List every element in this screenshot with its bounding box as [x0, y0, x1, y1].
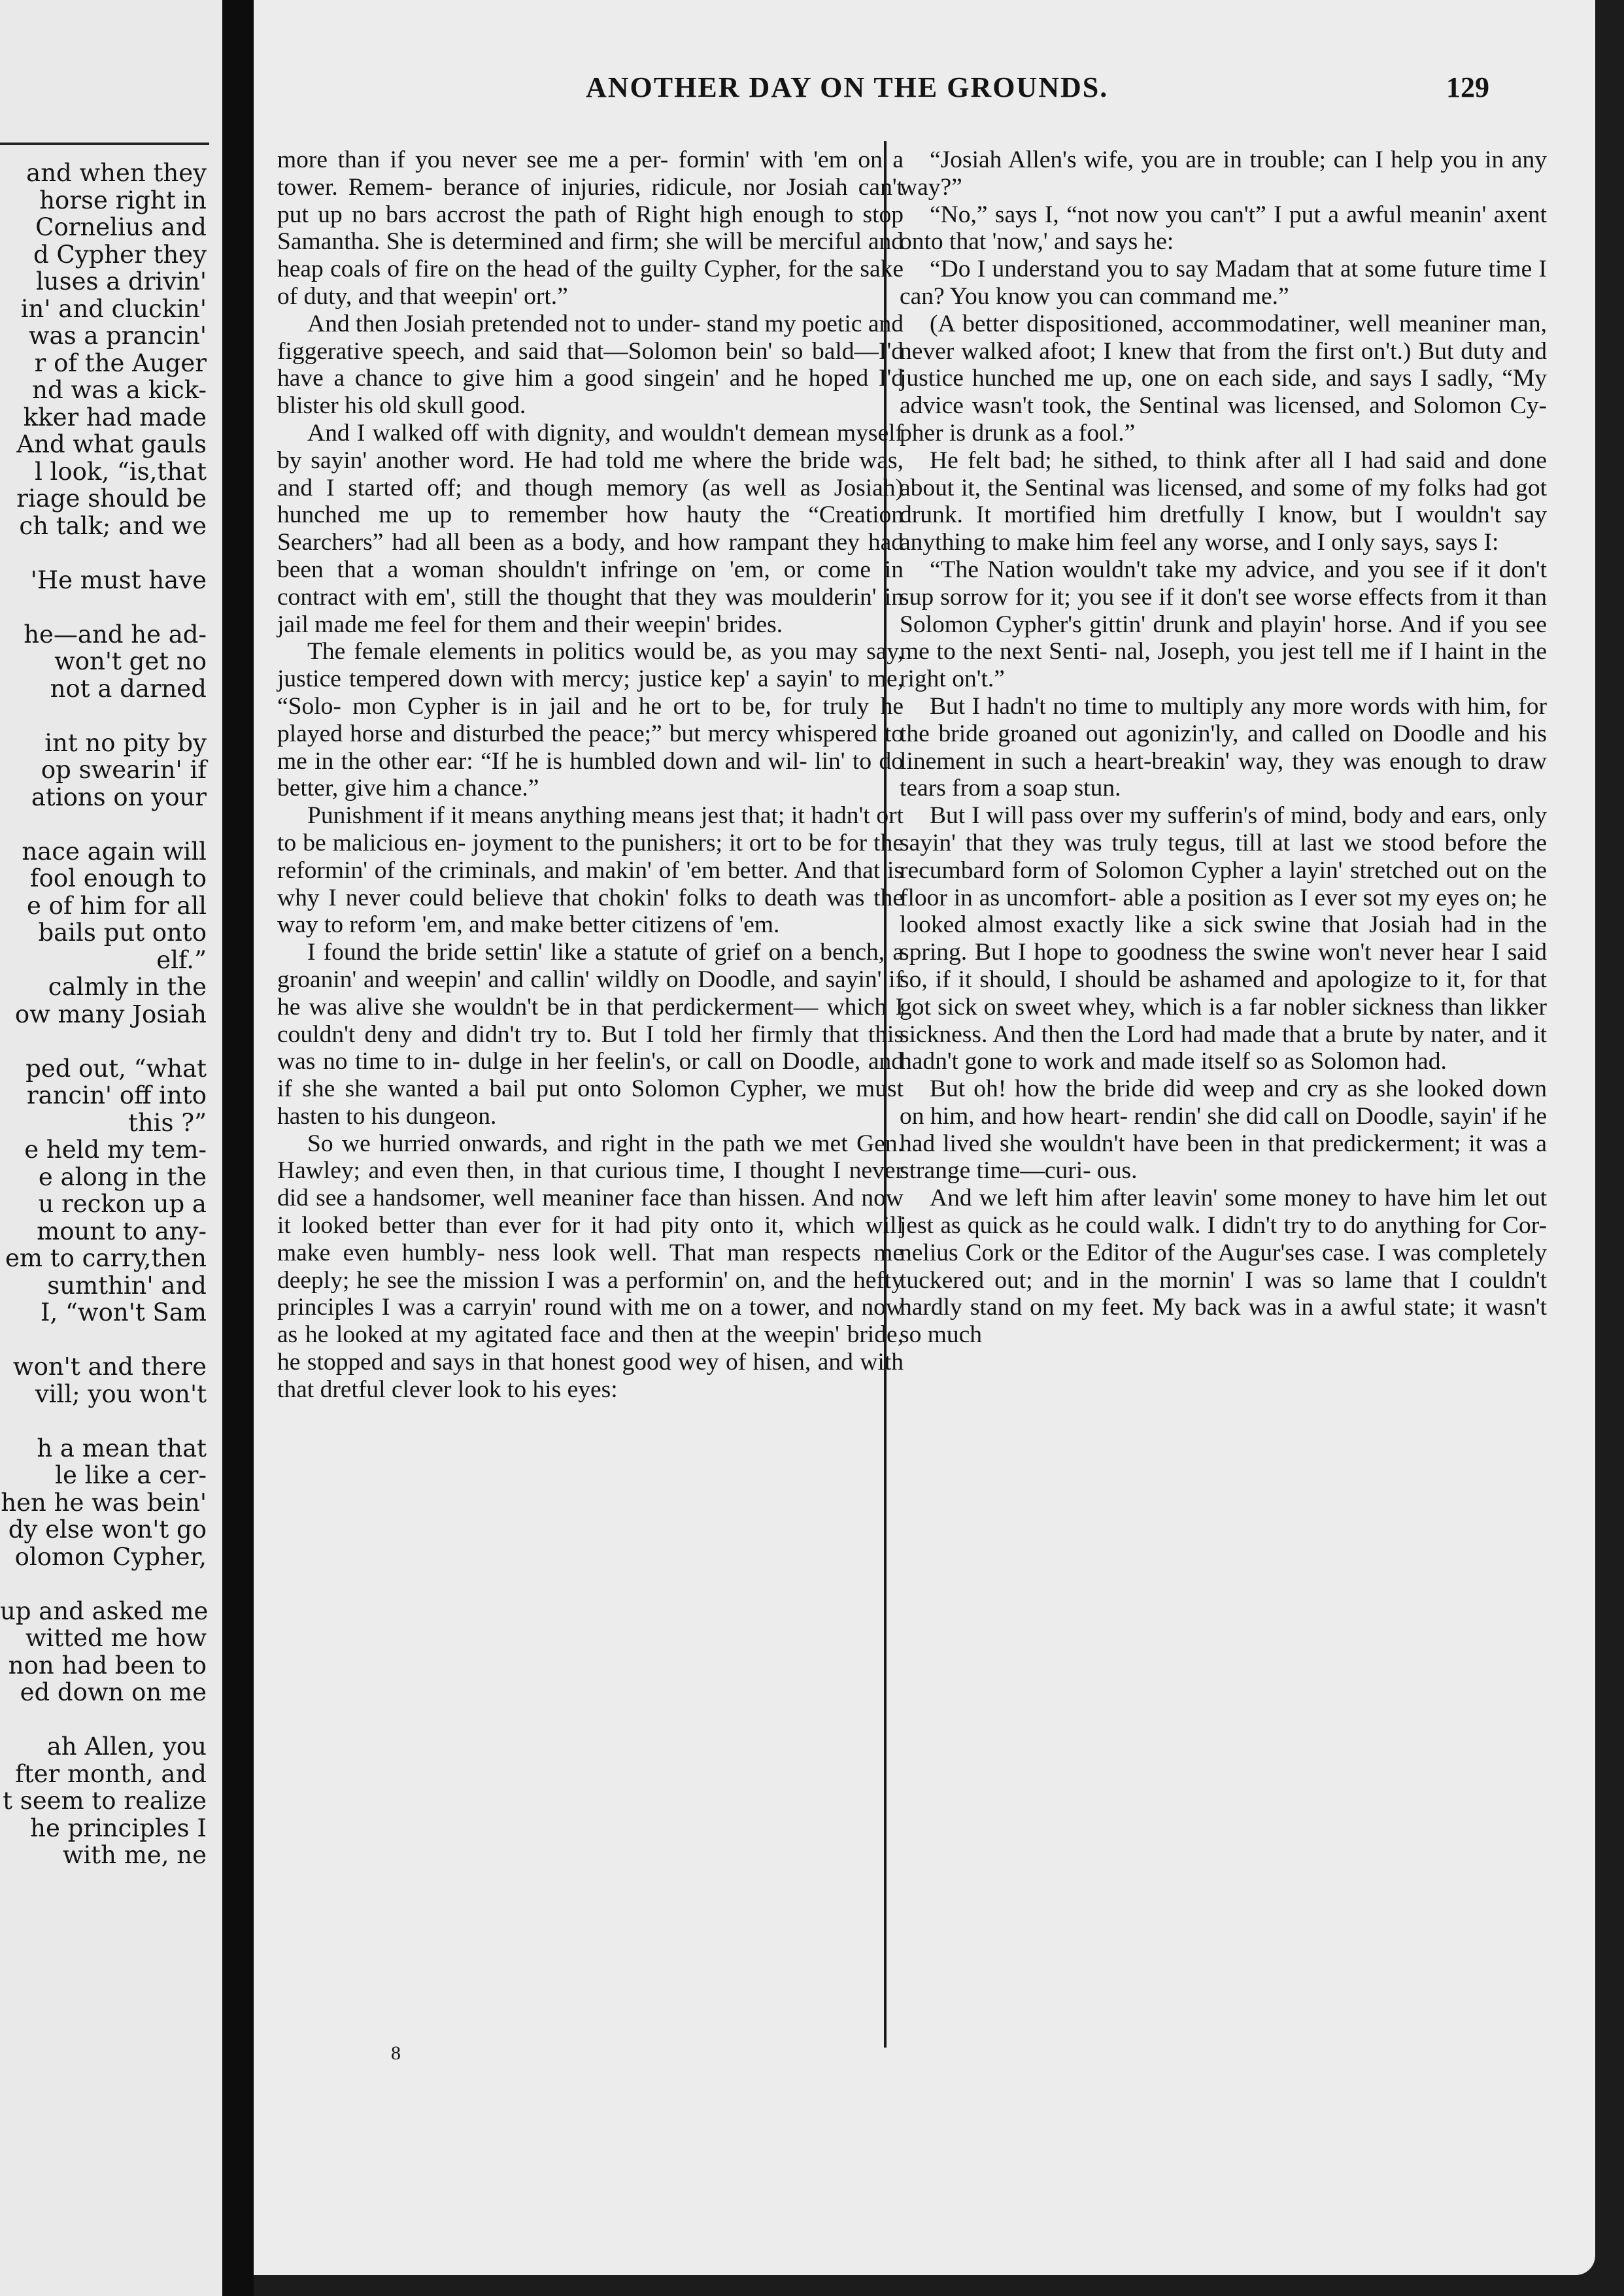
- paragraph: And then Josiah pretended not to under- stand my poetic and figgerative speech, and said that—Solomon bein' so bald—I'd have a chance to give him a good singein' and he hoped I'd blister his old skull good.: [277, 310, 904, 420]
- paragraph: But oh! how the bride did weep and cry as she looked down on him, and how heart- rendin' she did call on Doodle, sayin' if he had lived she wouldn't have been in that predickerment; it was a strange time—curi- ous.: [900, 1075, 1547, 1185]
- paragraph: “No,” says I, “not now you can't” I put a awful meanin' axent onto that 'now,' and says he:: [900, 201, 1547, 256]
- fragment-line: [0, 1706, 207, 1734]
- facing-page-fragment: [0, 0, 222, 2296]
- fragment-line: [0, 539, 207, 567]
- paragraph: more than if you never see me a per- formin' with 'em on a tower. Remem- berance of injuries, ridicule, nor Josiah can't put up no bars accrost the path of Right high enough to stop Samantha. She is determined and firm; she will be merciful and heap coals of fire on the head of the guilty Cypher, for the sake of duty, and that weepin' ort.”: [277, 146, 904, 310]
- fragment-line: And what gauls: [16, 430, 207, 458]
- fragment-line: ah Allen, you: [46, 1732, 207, 1761]
- fragment-line: I, “won't Sam: [40, 1298, 207, 1326]
- fragment-line: won't and there: [12, 1353, 207, 1381]
- fragment-line: he—and he ad-: [24, 620, 207, 649]
- fragment-line: horse right in: [39, 186, 207, 214]
- signature-mark: 8: [391, 2042, 401, 2064]
- fragment-line: e held my tem-: [24, 1136, 207, 1164]
- paragraph: But I will pass over my sufferin's of mind, body and ears, only sayin' that they was truly tegus, till at last we stood before the recumbard form of Solomon Cypher a layin' stretched out on the floor in as uncomfort- able a position as I ever sot my eyes on; he looked almost exactly like a sick swine that Josiah had in the spring. But I hope to goodness the swine won't never hear I said so, if it should, I should be ashamed and apologize to it, for that got sick on sweet whey, which is a far nobler sickness than likker sickness. And then the Lord had made that a brute by nater, and it hadn't gone to work and made itself so as Solomon had.: [900, 802, 1547, 1075]
- fragment-line: [0, 702, 207, 730]
- fragment-line: ow many Josiah: [14, 1000, 207, 1028]
- fragment-line: vill; you won't: [35, 1379, 207, 1408]
- fragment-line: in' and cluckin': [20, 294, 207, 323]
- fragment-line: [0, 594, 207, 621]
- fragment-line: not a darned: [50, 674, 207, 703]
- fragment-line: [0, 1570, 207, 1598]
- page-header: [254, 71, 1595, 110]
- paragraph: The female elements in politics would be, as you may say, justice tempered down with mercy; justice kep' a sayin' to me, “Solo- mon Cypher is in jail and he ort to be, for truly he played horse and disturbed the peace;” but mercy whispered to me in the other ear: “If he is humbled down and wil- lin' to do better, give him a chance.”: [277, 638, 904, 802]
- fragment-line: [0, 811, 207, 838]
- fragment-line: Cornelius and: [35, 213, 207, 241]
- fragment-line: with me, ne: [62, 1841, 207, 1869]
- fragment-line: [0, 1408, 207, 1435]
- fragment-line: nd was a kick-: [32, 376, 207, 404]
- fragment-line: elf.”: [156, 945, 207, 974]
- fragment-line: was a prancin': [28, 322, 207, 350]
- paragraph: (A better dispositioned, accommodatiner, well meaniner man, never walked afoot; I knew that from the first on't.) But duty and justice hunched me up, one on each side, and says I sadly, “My advice wasn't took, the Sentinal was licensed, and Solomon Cy- pher is drunk as a fool.”: [900, 310, 1547, 447]
- fragment-line: hen he was bein': [1, 1488, 207, 1517]
- paragraph: He felt bad; he sithed, to think after all I had said and done about it, the Sentinal was licensed, and some of my folks had got drunk. It mortified him dretfully I know, but I wouldn't say anything to make him feel any worse, and I only says, says I:: [900, 447, 1547, 556]
- left-text-column: [277, 146, 904, 1404]
- right-text-column: [900, 146, 1547, 1349]
- book-gutter: [222, 0, 254, 2296]
- fragment-line: d Cypher they: [33, 240, 207, 269]
- fragment-line: em to carry,then: [5, 1244, 207, 1272]
- fragment-line: kker had made: [23, 403, 207, 431]
- paragraph: But I hadn't no time to multiply any more words with him, for the bride groaned out agonizin'ly, and called on Doodle and his linement in such a heart-breakin' way, they was enough to draw tears from a soap stun.: [900, 692, 1547, 802]
- fragment-line: 'He must have: [30, 566, 207, 594]
- fragment-line: e of him for all: [26, 891, 207, 920]
- fragment-line: ed down on me: [20, 1678, 207, 1706]
- fragment-line: luses a drivin': [35, 267, 207, 295]
- paragraph: Punishment if it means anything means jest that; it hadn't ort to be malicious en- joyment to the punishers; it ort to be for the reformin' of the criminals, and makin' of 'em better. And that is why I never could believe that chokin' folks to death was the way to reform 'em, and make better citizens of 'em.: [277, 802, 904, 939]
- fragment-line: olomon Cypher,: [14, 1542, 207, 1571]
- paragraph: And we left him after leavin' some money to have him let out jest as quick as he could walk. I didn't try to do anything for Cor- nelius Cork or the Editor of the Augur'ses case. I was completely tuckered out; and in the mornin' I was so lame that I couldn't hardly stand on my feet. My back was in a awful state; it wasn't so much: [900, 1185, 1547, 1349]
- fragment-line: e along in the: [38, 1162, 207, 1191]
- fragment-line: ch talk; and we: [19, 511, 207, 540]
- fragment-line: ations on your: [31, 783, 207, 811]
- fragment-line: riage should be: [16, 484, 207, 513]
- header-rule: [0, 143, 209, 145]
- paragraph: “Josiah Allen's wife, you are in trouble; can I help you in any way?”: [900, 146, 1547, 201]
- page-number: 129: [1446, 71, 1489, 103]
- fragment-line: [0, 1028, 207, 1055]
- fragment-line: up and asked me: [0, 1596, 209, 1625]
- fragment-line: mount to any-: [37, 1217, 207, 1245]
- fragment-line: ped out, “what: [25, 1054, 207, 1083]
- fragment-line: nace again will: [22, 837, 207, 866]
- paragraph: “The Nation wouldn't take my advice, and you see if it don't sup sorrow for it; you see if it don't see worse effects from it than Solomon Cypher's gittin' drunk and playin' horse. And if you see me to the next Senti- nal, Joseph, you jest tell me if I haint in the right on't.”: [900, 556, 1547, 693]
- paragraph: “Do I understand you to say Madam that at some future time I can? You know you can command me.”: [900, 256, 1547, 310]
- fragment-line: r of the Auger: [34, 348, 207, 377]
- paragraph: And I walked off with dignity, and wouldn't demean myself by sayin' another word. He had told me where the bride was, and I started off; and though memory (as well as Josiah) hunched me up to remember how hauty the “Creation Searchers” had all been as a body, and how rampant they had been that a woman shouldn't infringe on 'em, or come in contract with em', still the thought that they was moulderin' in jail made me feel for them and their weepin' brides.: [277, 419, 904, 638]
- fragment-line: fter month, and: [15, 1759, 207, 1788]
- fragment-line: t seem to realize: [3, 1787, 207, 1815]
- fragment-line: calmly in the: [48, 973, 207, 1001]
- fragment-line: [0, 1326, 207, 1354]
- fragment-line: op swearin' if: [41, 756, 207, 784]
- fragment-line: sumthin' and: [47, 1271, 207, 1300]
- fragment-line: and when they: [26, 159, 207, 187]
- fragment-line: won't get no: [54, 647, 207, 675]
- fragment-line: int no pity by: [44, 728, 207, 757]
- fragment-line: this ?”: [127, 1108, 207, 1137]
- fragment-line: non had been to: [8, 1651, 207, 1680]
- paragraph: So we hurried onwards, and right in the path we met Gen. Hawley; and even then, in that curious time, I thought I never did see a handsomer, well meaniner face than hissen. And now it looked better than ever for it had pity onto it, which will make even humbly- ness look well. That man respects me deeply; he see the mission I was a performin' on, and the hefty principles I was a carryin' round with me on a tower, and now as he looked at my agitated face and then at the weepin' bride, he stopped and says in that honest good wey of hisen, and with that dretful clever look to his eyes:: [277, 1130, 904, 1403]
- fragment-line: witted me how: [25, 1624, 207, 1652]
- book-page: [254, 0, 1595, 2275]
- fragment-line: he principles I: [30, 1814, 207, 1842]
- running-head: ANOTHER DAY ON THE GROUNDS.: [586, 71, 1109, 103]
- fragment-line: h a mean that: [37, 1434, 207, 1462]
- fragment-line: fool enough to: [29, 864, 207, 892]
- fragment-line: l look, “is,that: [34, 457, 207, 486]
- fragment-line: u reckon up a: [38, 1190, 207, 1218]
- fragment-line: le like a cer-: [55, 1461, 207, 1489]
- fragment-line: dy else won't go: [8, 1515, 207, 1544]
- fragment-line: rancin' off into: [26, 1081, 207, 1109]
- fragment-line: bails put onto: [38, 919, 207, 947]
- facing-page-text: [0, 160, 207, 1869]
- paragraph: I found the bride settin' like a statute of grief on a bench, a groanin' and weepin' and callin' wildly on Doodle, and sayin' if he was alive she wouldn't be in that perdickerment— which I couldn't deny and didn't try to. But I told her firmly that this was no time to in- dulge in her feelin's, or call on Doodle, and if she she wanted a bail put onto Solomon Cypher, we must hasten to his dungeon.: [277, 939, 904, 1130]
